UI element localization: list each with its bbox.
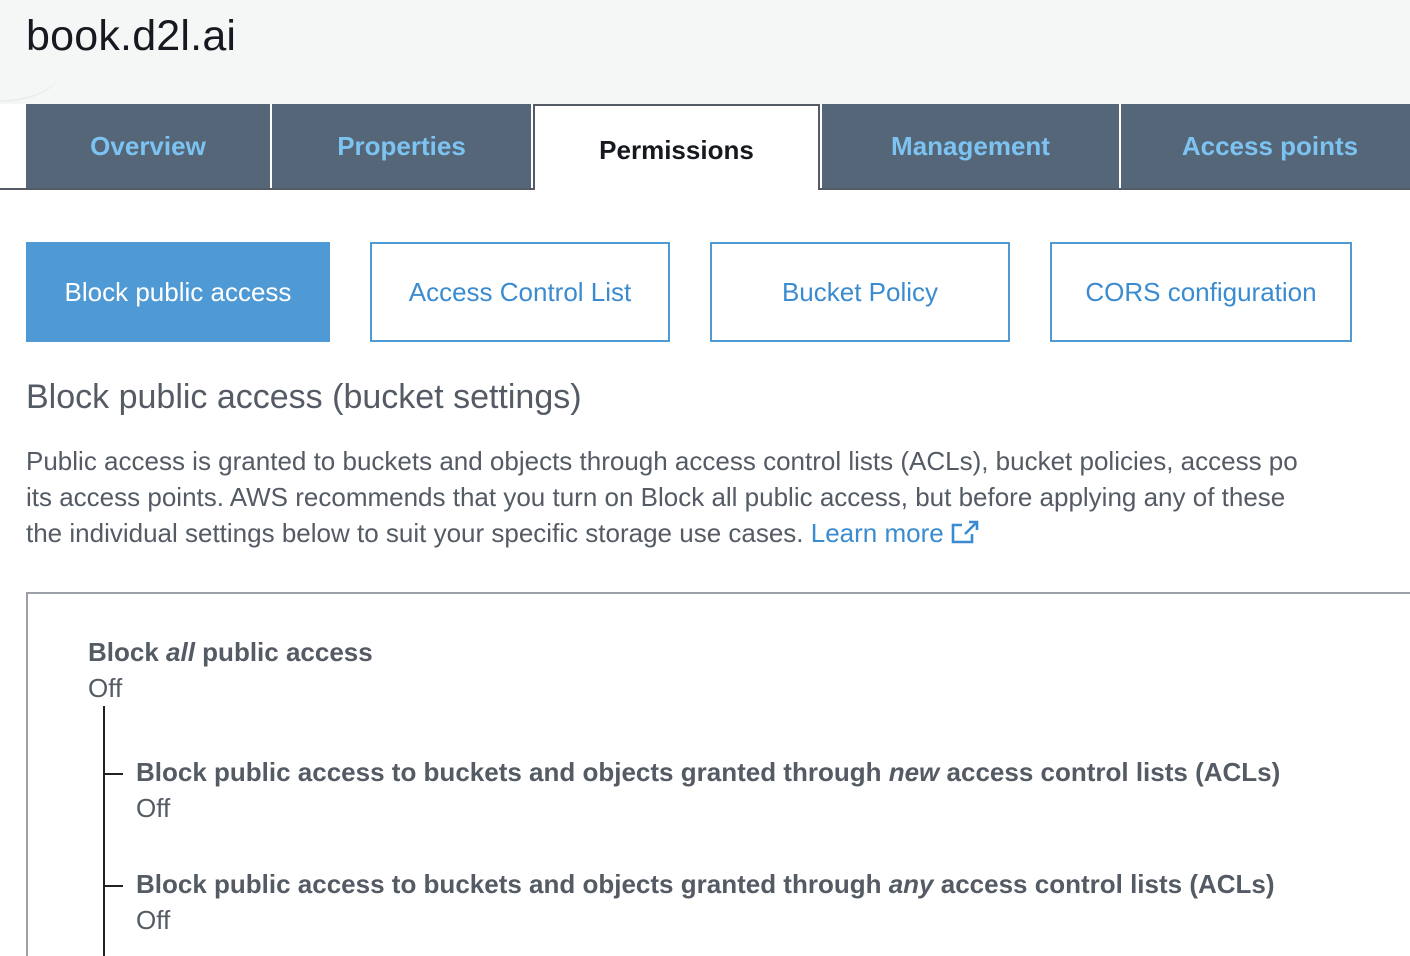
tab-permissions[interactable]: Permissions <box>533 104 820 190</box>
setting-block-all-emph: all <box>166 637 195 667</box>
subtab-access-control-list[interactable]: Access Control List <box>370 242 670 342</box>
setting-new-acl-value: Off <box>136 793 171 823</box>
section-description <box>26 443 1410 554</box>
section-title: Block public access (bucket settings) <box>26 378 582 416</box>
setting-any-acl-emph: any <box>888 869 934 899</box>
setting-new-acl-label <box>136 757 1280 788</box>
setting-any-acl-value: Off <box>136 905 171 935</box>
learn-more-link[interactable]: Learn more <box>810 518 944 548</box>
setting-new-acl-prefix: Block public access to buckets and objects granted through <box>136 757 889 787</box>
setting-block-all-value: Off <box>88 673 123 703</box>
tree-connector-vertical <box>103 706 105 956</box>
tab-management[interactable]: Management <box>820 104 1119 188</box>
description-line-3 <box>26 515 1410 554</box>
tab-properties[interactable]: Properties <box>270 104 531 188</box>
setting-new-acl-suffix: access control lists (ACLs) <box>939 757 1281 787</box>
setting-any-acl-prefix: Block public access to buckets and objects granted through <box>136 869 889 899</box>
subtab-block-public-access[interactable]: Block public access <box>26 242 330 342</box>
subtab-cors-configuration[interactable]: CORS configuration <box>1050 242 1352 342</box>
setting-block-all-suffix: public access <box>194 637 373 667</box>
setting-any-acl-label <box>136 869 1275 900</box>
description-line-1: Public access is granted to buckets and objects through access control lists (ACLs), bucket policies, access po <box>26 446 1298 476</box>
description-line-2: its access points. AWS recommends that you turn on Block all public access, but before applying any of these <box>26 482 1286 512</box>
external-link-icon[interactable] <box>950 518 980 554</box>
setting-block-all-prefix: Block <box>88 637 167 667</box>
tab-access-points[interactable]: Access points <box>1119 104 1410 188</box>
tree-connector-new-acl <box>103 773 123 775</box>
bucket-title: book.d2l.ai <box>26 12 237 60</box>
setting-new-acl-emph: new <box>888 757 940 787</box>
subtab-bucket-policy[interactable]: Bucket Policy <box>710 242 1010 342</box>
tab-overview[interactable]: Overview <box>26 104 270 188</box>
tree-connector-any-acl <box>103 885 123 887</box>
setting-any-acl-suffix: access control lists (ACLs) <box>933 869 1275 899</box>
setting-block-all-label <box>88 637 373 668</box>
description-line-3-text: the individual settings below to suit your specific storage use cases. <box>26 518 804 548</box>
